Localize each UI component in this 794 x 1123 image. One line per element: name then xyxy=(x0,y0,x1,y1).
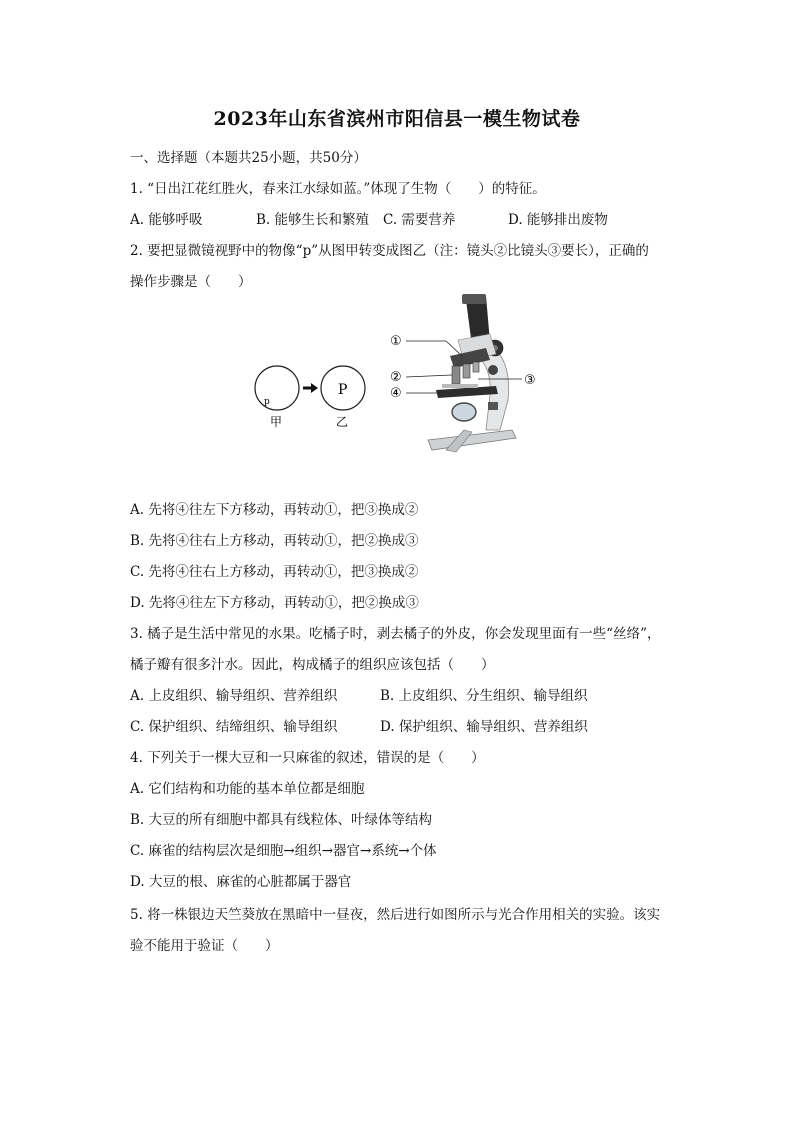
q1-option-d: D. 能够排出废物 xyxy=(508,212,608,228)
small-p-text: p xyxy=(264,397,270,407)
q2-option-a: A. 先将④往左下方移动，再转动①，把③换成② xyxy=(130,502,419,518)
q3-option-b: B. 上皮组织、分生组织、输导组织 xyxy=(380,688,588,704)
page-title: 2023年山东省滨州市阳信县一模生物试卷 xyxy=(213,108,581,130)
q4-option-d: D. 大豆的根、麻雀的心脏都属于器官 xyxy=(130,874,352,890)
label-mark-4: ④ xyxy=(390,386,402,401)
label-mark-3: ③ xyxy=(524,373,536,388)
label-mark-1: ① xyxy=(390,334,402,349)
q4-option-a: A. 它们结构和功能的基本单位都是细胞 xyxy=(130,781,365,797)
q3-option-c: C. 保护组织、结缔组织、输导组织 xyxy=(130,719,338,735)
microscope-diagram xyxy=(250,290,550,470)
microscope-icon xyxy=(428,294,516,452)
question-5-stem-line1: 5. 将一株银边天竺葵放在黑暗中一昼夜，然后进行如图所示与光合作用相关的实验。该实 xyxy=(130,907,661,923)
label-mark-2: ② xyxy=(390,370,402,385)
label-yi: 乙 xyxy=(336,415,349,429)
q4-option-c: C. 麻雀的结构层次是细胞→组织→器官→系统→个体 xyxy=(130,843,437,859)
q1-option-a: A. 能够呼吸 xyxy=(130,212,203,228)
question-2-stem-line2: 操作步骤是（ ） xyxy=(130,274,252,290)
leader-line-2 xyxy=(406,375,452,377)
q4-option-b: B. 大豆的所有细胞中都具有线粒体、叶绿体等结构 xyxy=(130,812,433,828)
big-p-text: P xyxy=(338,382,348,398)
question-5-stem-line2: 验不能用于验证（ ） xyxy=(130,938,279,954)
q3-option-a: A. 上皮组织、输导组织、营养组织 xyxy=(130,688,338,704)
question-4-stem: 4. 下列关于一棵大豆和一只麻雀的叙述，错误的是（ ） xyxy=(130,750,485,766)
microscope-figure xyxy=(250,290,550,470)
view-circle-jia xyxy=(255,366,299,410)
q3-option-d: D. 保护组织、输导组织、营养组织 xyxy=(380,719,588,735)
question-2-stem-line1: 2. 要把显微镜视野中的物像“p”从图甲转变成图乙（注：镜头②比镜头③要长），正确的 xyxy=(130,243,649,259)
q2-option-d: D. 先将④往左下方移动，再转动①，把②换成③ xyxy=(130,595,419,611)
question-3-stem-line2: 橘子瓣有很多汁水。因此，构成橘子的组织应该包括（ ） xyxy=(130,657,495,673)
q2-option-c: C. 先将④往右上方移动，再转动①，把③换成② xyxy=(130,564,419,580)
question-3-options-row2 xyxy=(130,715,588,735)
q2-option-b: B. 先将④往右上方移动，再转动①，把②换成③ xyxy=(130,533,419,549)
q1-option-b: B. 能够生长和繁殖 xyxy=(256,212,370,228)
question-3-stem-line1: 3. 橘子是生活中常见的水果。吃橘子时，剥去橘子的外皮，你会发现里面有一些“丝络”， xyxy=(130,626,661,642)
arrow-right-icon xyxy=(311,383,318,393)
q1-option-c: C. 需要营养 xyxy=(383,212,456,228)
question-1-stem: 1. “日出江花红胜火，春来江水绿如蓝。”体现了生物（ ）的特征。 xyxy=(130,181,546,197)
question-1-options xyxy=(130,208,608,228)
section-heading: 一、选择题（本题共25小题，共50分） xyxy=(130,150,367,166)
label-jia: 甲 xyxy=(270,415,283,429)
question-3-options-row1 xyxy=(130,684,588,704)
